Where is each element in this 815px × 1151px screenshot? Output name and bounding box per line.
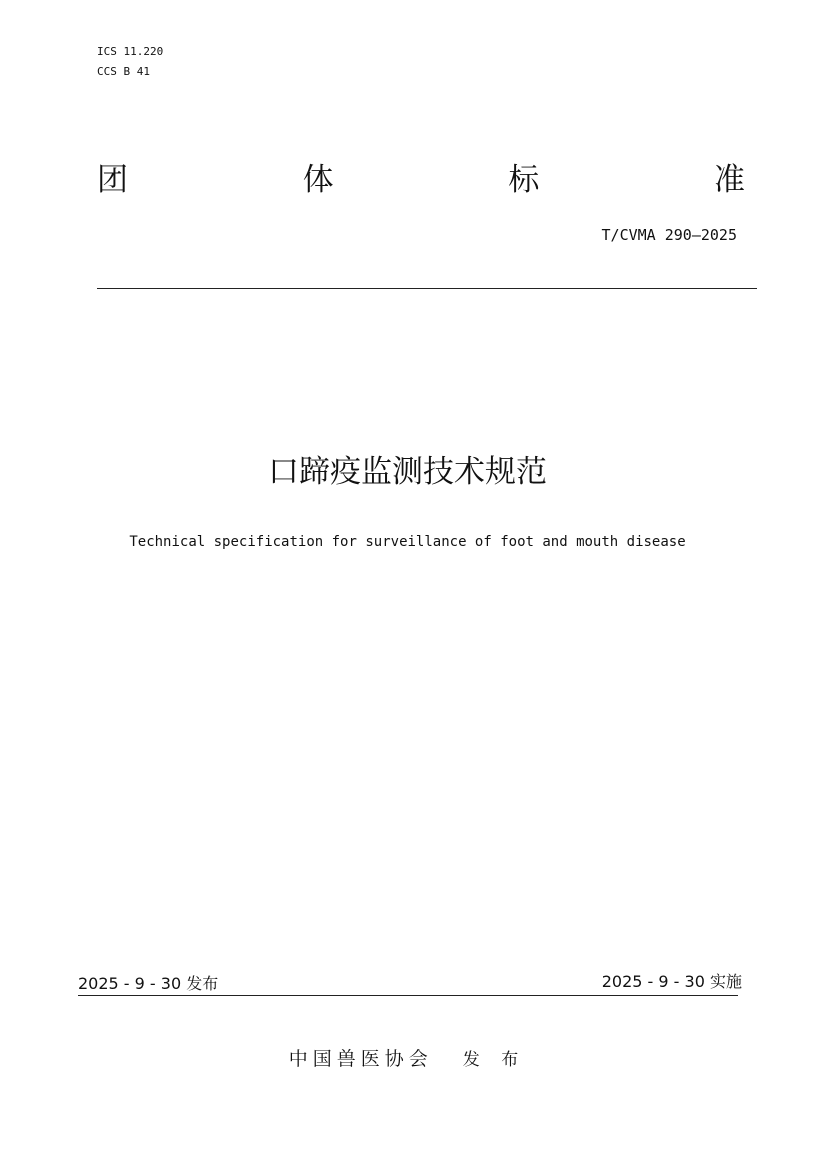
standard-type-char: 准 [713,162,745,198]
publisher-name: 中国兽医协会 [288,1048,433,1070]
ccs-code: CCS B 41 [97,65,150,78]
standard-type-heading [97,158,745,202]
document-title-chinese: 口蹄疫监测技术规范 [268,454,547,490]
bottom-divider [78,995,738,996]
publisher-line [0,1046,815,1073]
standard-type-char: 体 [302,162,334,198]
implementation-date: 2025 - 9 - 30 实施 [601,972,742,991]
classification-codes [97,42,163,82]
document-title-english: Technical specification for surveillance of foot and mouth disease [129,534,686,550]
issue-date: 2025 - 9 - 30 发布 [78,974,219,993]
standard-type-char: 团 [97,162,128,198]
standard-type-char: 标 [508,162,540,198]
standard-number: T/CVMA 290—2025 [601,226,737,244]
top-divider [97,288,757,289]
ics-code: ICS 11.220 [97,45,164,58]
publish-label: 发 布 [462,1050,527,1070]
